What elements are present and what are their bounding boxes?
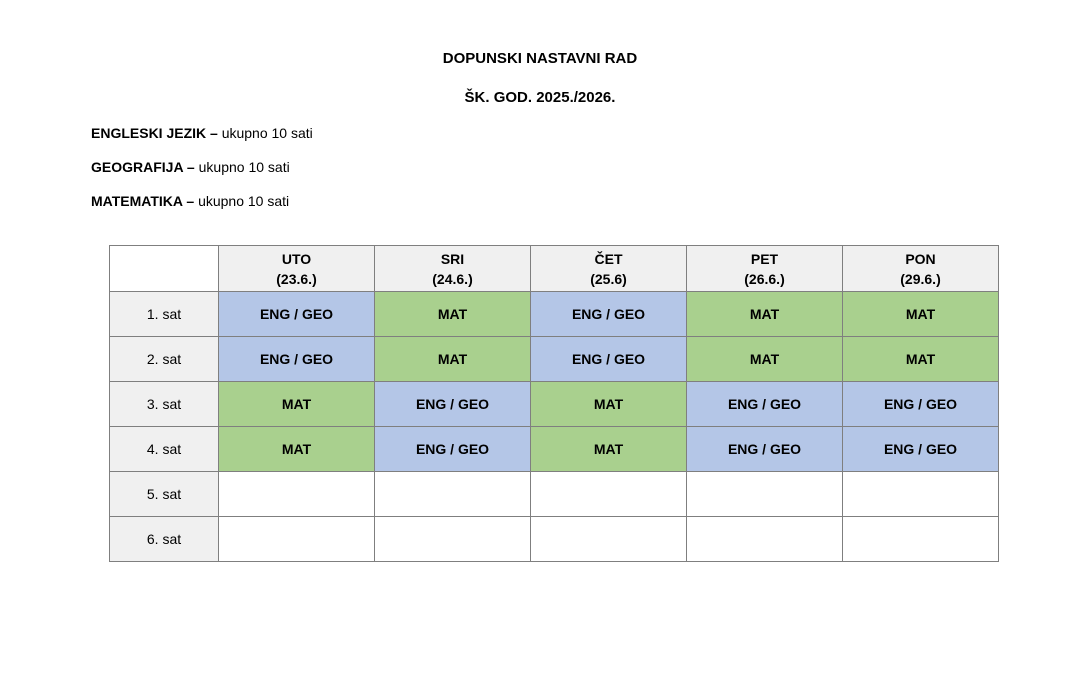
schedule-cell-cet [531, 472, 687, 517]
day-header-pon [843, 246, 999, 292]
period-label: 5. sat [110, 472, 219, 517]
day-header-sri [375, 246, 531, 292]
subject-name: MATEMATIKA – [91, 193, 195, 209]
day-header-cet [531, 246, 687, 292]
subject-hours: ukupno 10 sati [221, 125, 313, 141]
day-name: UTO [281, 250, 312, 267]
day-header-uto [219, 246, 375, 292]
schedule-cell-sri: MAT [375, 292, 531, 337]
period-label: 2. sat [110, 337, 219, 382]
schedule-table [109, 245, 999, 562]
subject-name: GEOGRAFIJA – [91, 159, 195, 175]
schedule-cell-cet: MAT [531, 382, 687, 427]
subject-line-geography [91, 157, 290, 177]
schedule-cell-pon [843, 517, 999, 562]
schedule-cell-uto: ENG / GEO [219, 292, 375, 337]
schedule-cell-uto: ENG / GEO [219, 337, 375, 382]
day-name: ČET [594, 250, 623, 267]
subject-name: ENGLESKI JEZIK – [91, 125, 218, 141]
school-year-subtitle: ŠK. GOD. 2025./2026. [464, 89, 616, 106]
day-name: PET [750, 250, 779, 267]
table-header-row [110, 246, 999, 292]
table-corner-cell [110, 246, 219, 292]
day-header-pet [687, 246, 843, 292]
subject-line-math [91, 191, 289, 211]
subject-hours: ukupno 10 sati [198, 193, 290, 209]
period-label: 4. sat [110, 427, 219, 472]
schedule-cell-uto [219, 517, 375, 562]
schedule-cell-pet: ENG / GEO [687, 382, 843, 427]
page-title: DOPUNSKI NASTAVNI RAD [442, 50, 638, 67]
period-label: 6. sat [110, 517, 219, 562]
schedule-cell-pet [687, 472, 843, 517]
schedule-cell-cet: MAT [531, 427, 687, 472]
schedule-cell-pon: ENG / GEO [843, 427, 999, 472]
schedule-cell-pet: MAT [687, 292, 843, 337]
schedule-cell-pon: MAT [843, 337, 999, 382]
period-label: 3. sat [110, 382, 219, 427]
table-row [110, 382, 999, 427]
schedule-cell-pon: MAT [843, 292, 999, 337]
schedule-cell-sri [375, 517, 531, 562]
day-date: (26.6.) [744, 270, 785, 287]
schedule-cell-pet [687, 517, 843, 562]
day-date: (24.6.) [432, 270, 473, 287]
subject-hours: ukupno 10 sati [198, 159, 290, 175]
schedule-cell-uto: MAT [219, 427, 375, 472]
table-row [110, 292, 999, 337]
table-row [110, 472, 999, 517]
table-row [110, 517, 999, 562]
table-row [110, 427, 999, 472]
schedule-cell-pet: ENG / GEO [687, 427, 843, 472]
table-row [110, 337, 999, 382]
schedule-cell-pon: ENG / GEO [843, 382, 999, 427]
schedule-cell-sri: ENG / GEO [375, 427, 531, 472]
schedule-cell-cet: ENG / GEO [531, 337, 687, 382]
day-name: SRI [440, 250, 465, 267]
schedule-cell-uto: MAT [219, 382, 375, 427]
schedule-cell-pon [843, 472, 999, 517]
subject-line-english [91, 123, 313, 143]
period-label: 1. sat [110, 292, 219, 337]
schedule-cell-sri [375, 472, 531, 517]
schedule-cell-sri: ENG / GEO [375, 382, 531, 427]
schedule-cell-cet: ENG / GEO [531, 292, 687, 337]
day-date: (29.6.) [900, 270, 941, 287]
day-name: PON [905, 250, 936, 267]
schedule-cell-pet: MAT [687, 337, 843, 382]
day-date: (25.6) [590, 270, 627, 287]
schedule-cell-sri: MAT [375, 337, 531, 382]
schedule-cell-cet [531, 517, 687, 562]
day-date: (23.6.) [276, 270, 317, 287]
schedule-cell-uto [219, 472, 375, 517]
